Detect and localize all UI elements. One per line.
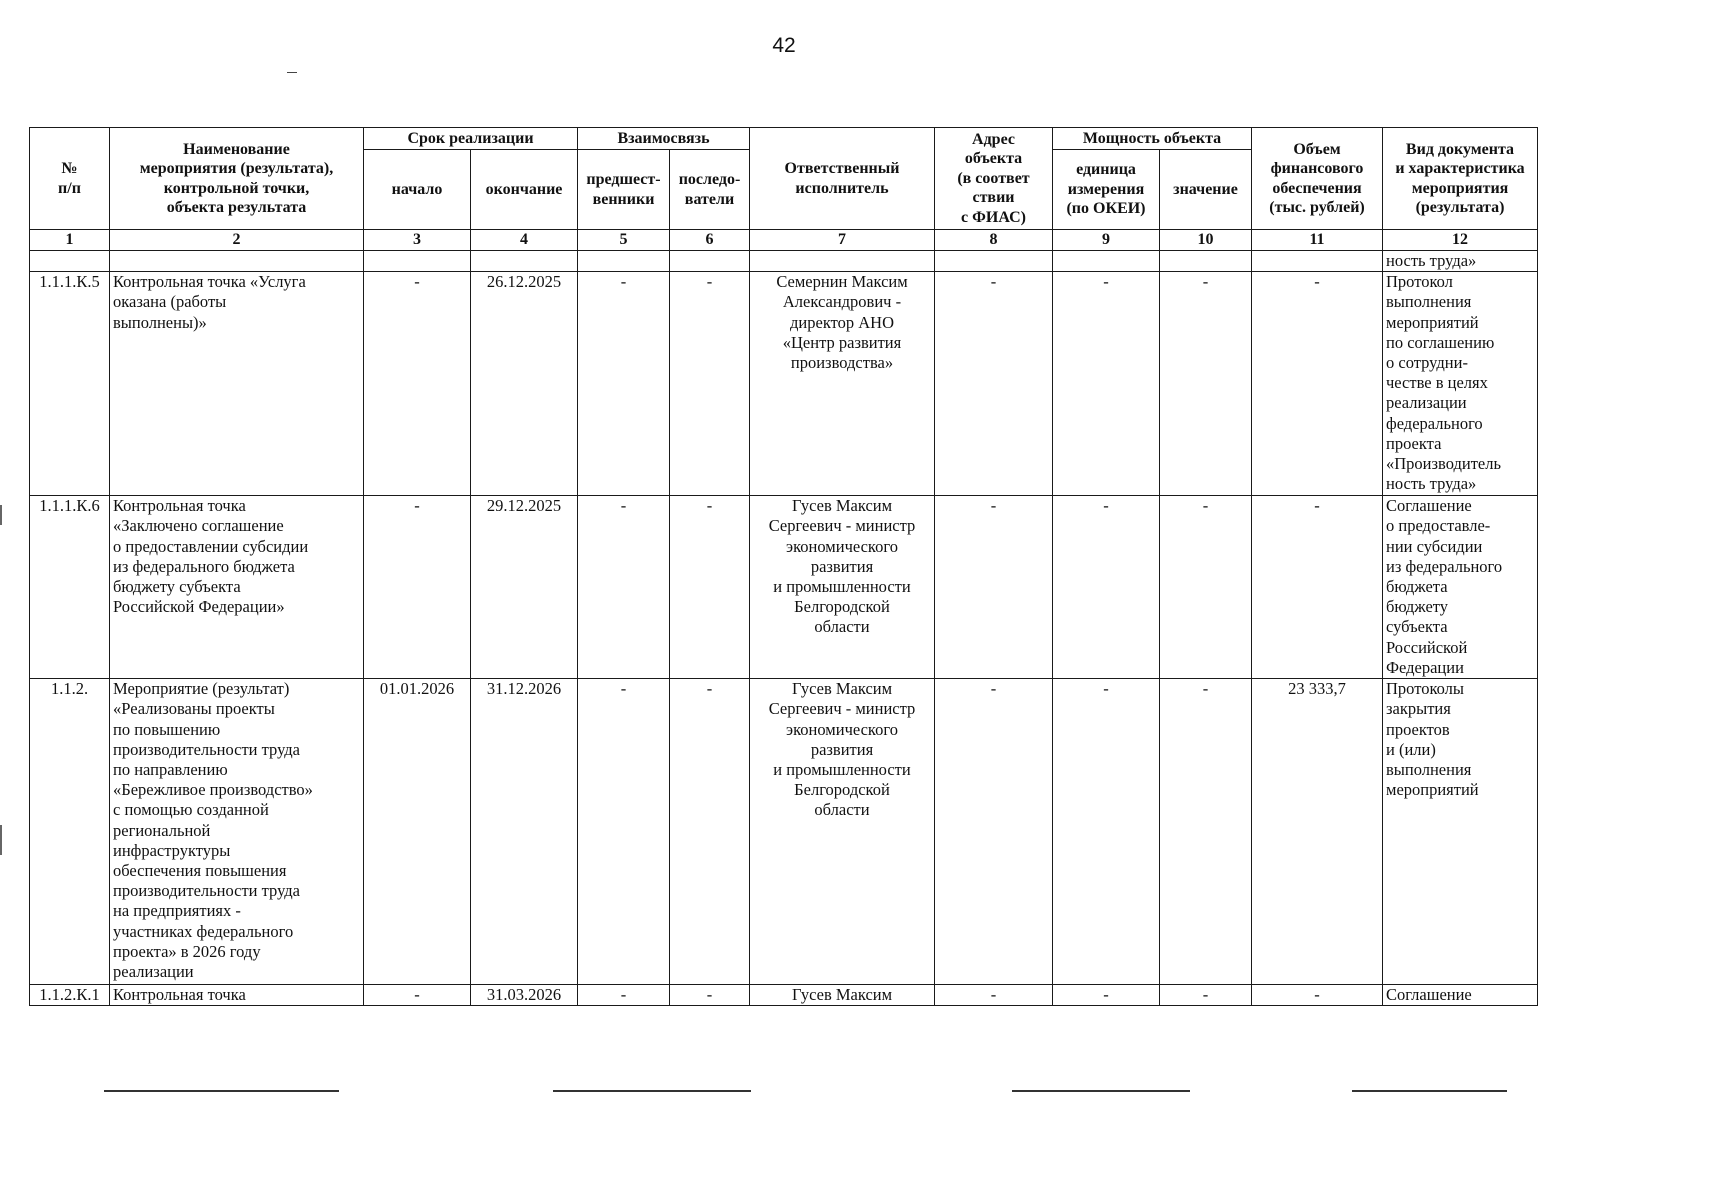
- row-name: Контрольная точка: [110, 985, 364, 1006]
- row-predecessors: -: [578, 679, 670, 985]
- header-end: окончание: [471, 150, 578, 230]
- header-successors: последо- ватели: [670, 150, 750, 230]
- row-value: -: [1160, 272, 1252, 496]
- column-number: 7: [750, 230, 935, 251]
- row-document: Протокол выполнения мероприятий по соглашению о сотрудни- честве в целях реализации федерального проекта «Производитель ность труда»: [1383, 272, 1538, 496]
- header-period-group: Срок реализации: [364, 128, 578, 150]
- continuation-row: [30, 251, 1538, 272]
- column-number: 1: [30, 230, 110, 251]
- row-responsible: Гусев Максим: [750, 985, 935, 1006]
- row-value: -: [1160, 496, 1252, 679]
- table-row: [30, 679, 1538, 985]
- row-document: Соглашение: [1383, 985, 1538, 1006]
- row-num: 1.1.2.К.1: [30, 985, 110, 1006]
- plan-table: [29, 127, 1538, 1006]
- column-number: 6: [670, 230, 750, 251]
- row-predecessors: -: [578, 272, 670, 496]
- header-num: № п/п: [30, 128, 110, 230]
- row-predecessors: -: [578, 496, 670, 679]
- header-finance: Объем финансового обеспечения (тыс. рублей): [1252, 128, 1383, 230]
- row-address: -: [935, 272, 1053, 496]
- column-number: 10: [1160, 230, 1252, 251]
- table-row: [30, 496, 1538, 679]
- column-number: 12: [1383, 230, 1538, 251]
- row-unit: -: [1053, 985, 1160, 1006]
- row-name: Контрольная точка «Заключено соглашение о предоставлении субсидии из федерального бюджета бюджету субъекта Российской Федерации»: [110, 496, 364, 679]
- row-name: Мероприятие (результат) «Реализованы проекты по повышению производительности труда по направлению «Бережливое производство» с помощью созданной региональной инфраструктуры обеспечения повышения производительности труда на предприятиях - участниках федерального проекта» в 2026 году реализации: [110, 679, 364, 985]
- header-start: начало: [364, 150, 471, 230]
- header-predecessors: предшест- венники: [578, 150, 670, 230]
- column-number: 11: [1252, 230, 1383, 251]
- header-name: Наименование мероприятия (результата), контрольной точки, объекта результата: [110, 128, 364, 230]
- column-number: 5: [578, 230, 670, 251]
- table-row: [30, 985, 1538, 1006]
- row-unit: -: [1053, 496, 1160, 679]
- row-document: Соглашение о предоставле- нии субсидии из федерального бюджета бюджету субъекта Российской Федерации: [1383, 496, 1538, 679]
- row-address: -: [935, 985, 1053, 1006]
- row-end: 31.03.2026: [471, 985, 578, 1006]
- header-document: Вид документа и характеристика мероприятия (результата): [1383, 128, 1538, 230]
- header-capacity-group: Мощность объекта: [1053, 128, 1252, 150]
- row-name: Контрольная точка «Услуга оказана (работы выполнены)»: [110, 272, 364, 496]
- row-responsible: Семернин Максим Александрович - директор АНО «Центр развития производства»: [750, 272, 935, 496]
- column-number-row: [30, 230, 1538, 251]
- bottom-scan-lines: [0, 1090, 1568, 1092]
- row-successors: -: [670, 985, 750, 1006]
- row-value: -: [1160, 679, 1252, 985]
- row-unit: -: [1053, 679, 1160, 985]
- row-end: 26.12.2025: [471, 272, 578, 496]
- header-link-group: Взаимосвязь: [578, 128, 750, 150]
- column-number: 2: [110, 230, 364, 251]
- row-document: Протоколы закрытия проектов и (или) выполнения мероприятий: [1383, 679, 1538, 985]
- scan-edge-mark: [0, 825, 2, 855]
- header-address: Адрес объекта (в соответ ствии с ФИАС): [935, 128, 1053, 230]
- header-value: значение: [1160, 150, 1252, 230]
- header-responsible: Ответственный исполнитель: [750, 128, 935, 230]
- row-successors: -: [670, 272, 750, 496]
- row-responsible: Гусев Максим Сергеевич - министр экономического развития и промышленности Белгородской области: [750, 496, 935, 679]
- row-responsible: Гусев Максим Сергеевич - министр экономического развития и промышленности Белгородской области: [750, 679, 935, 985]
- row-end: 29.12.2025: [471, 496, 578, 679]
- row-start: 01.01.2026: [364, 679, 471, 985]
- column-number: 8: [935, 230, 1053, 251]
- row-unit: -: [1053, 272, 1160, 496]
- row-predecessors: -: [578, 985, 670, 1006]
- page-number: 42: [772, 34, 796, 57]
- table-row: [30, 272, 1538, 496]
- row-address: -: [935, 496, 1053, 679]
- row-num: 1.1.1.К.6: [30, 496, 110, 679]
- row-value: -: [1160, 985, 1252, 1006]
- row-start: -: [364, 272, 471, 496]
- scan-mark: [287, 72, 297, 73]
- row-successors: -: [670, 496, 750, 679]
- row-finance: -: [1252, 272, 1383, 496]
- row-start: -: [364, 496, 471, 679]
- table-header: [30, 128, 1538, 251]
- row-finance: 23 333,7: [1252, 679, 1383, 985]
- row-successors: -: [670, 679, 750, 985]
- header-unit: единица измерения (по ОКЕИ): [1053, 150, 1160, 230]
- scan-edge-mark: [0, 505, 2, 525]
- row-num: 1.1.2.: [30, 679, 110, 985]
- row-finance: -: [1252, 496, 1383, 679]
- row-address: -: [935, 679, 1053, 985]
- column-number: 4: [471, 230, 578, 251]
- continuation-doc: ность труда»: [1383, 251, 1538, 272]
- row-end: 31.12.2026: [471, 679, 578, 985]
- row-finance: -: [1252, 985, 1383, 1006]
- column-number: 9: [1053, 230, 1160, 251]
- column-number: 3: [364, 230, 471, 251]
- row-num: 1.1.1.К.5: [30, 272, 110, 496]
- row-start: -: [364, 985, 471, 1006]
